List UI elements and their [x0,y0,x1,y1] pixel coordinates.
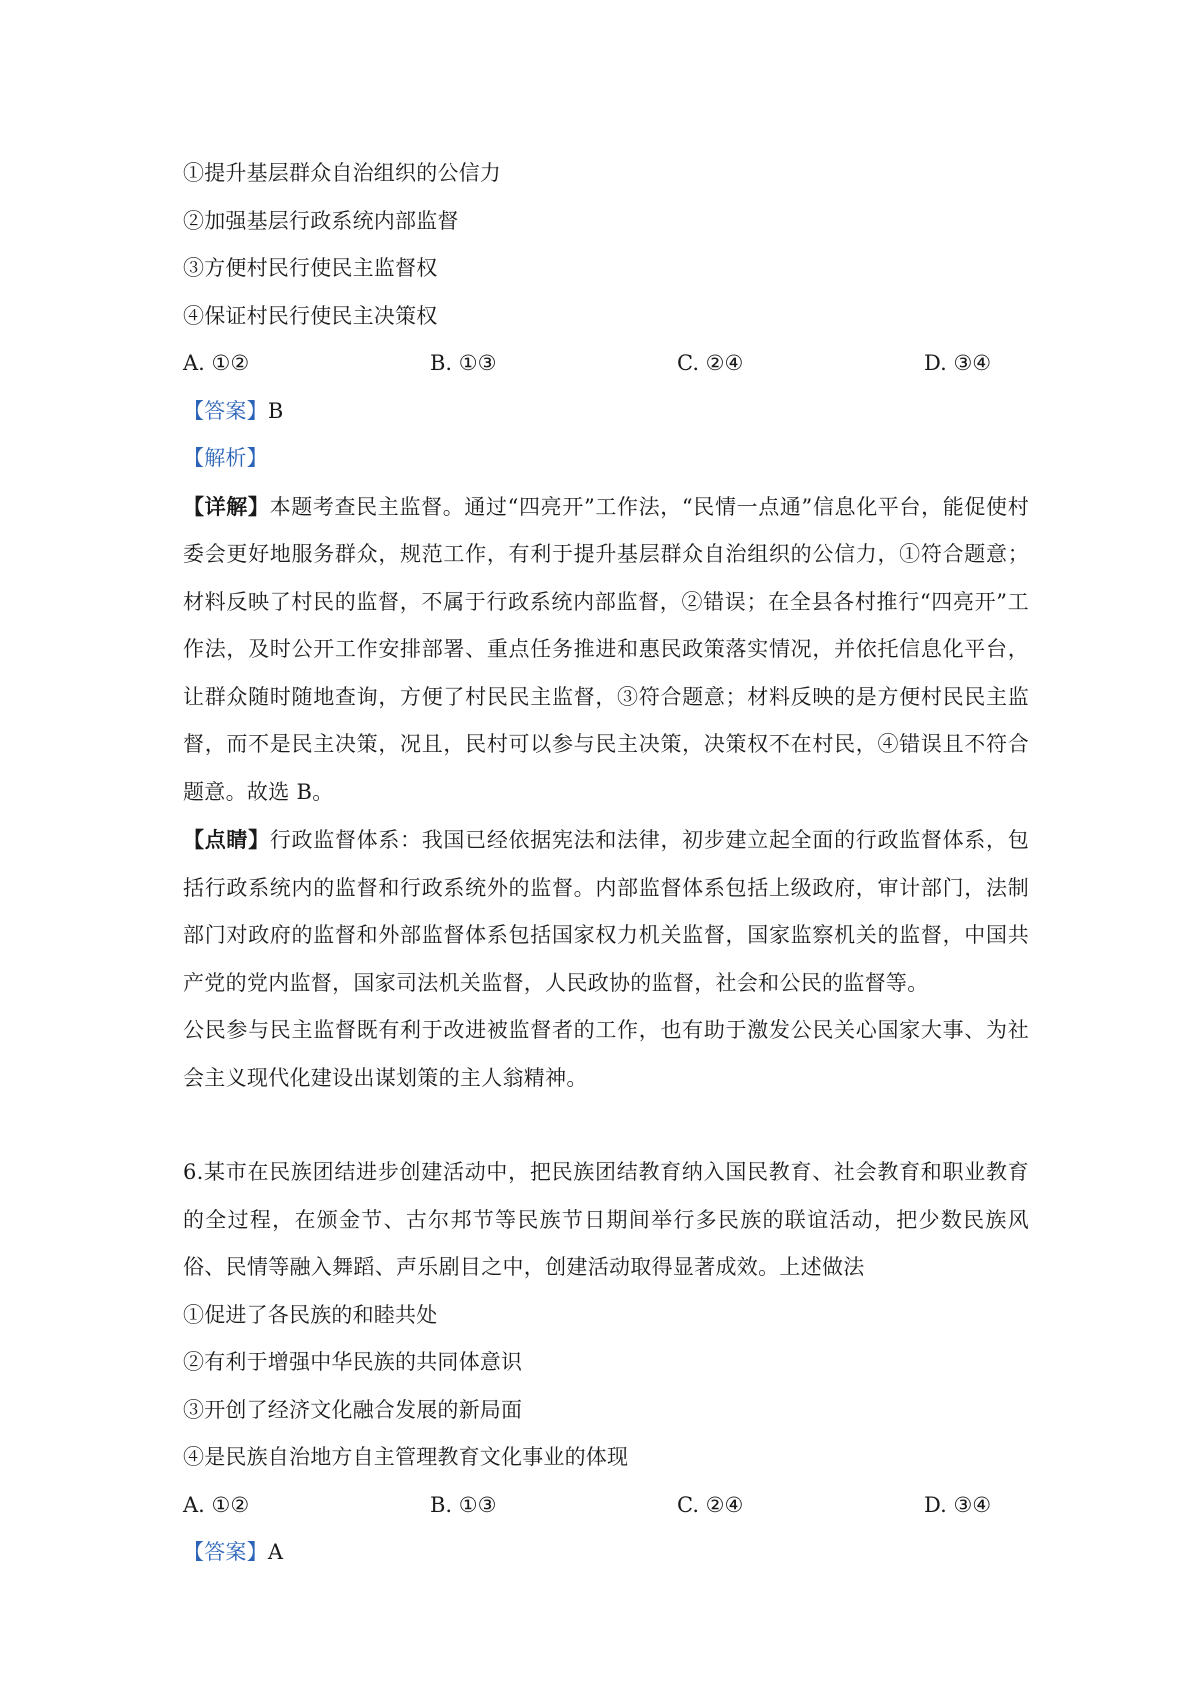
answer-tag: 【答案】 [183,1540,268,1564]
q5-detail [183,483,1029,817]
detail-text: 本题考查民主监督。通过“四亮开”工作法，“民情一点通”信息化平台，能促使村委会更好地服务群众，规范工作，有利于提升基层群众自治组织的公信力，①符合题意；材料反映了村民的监督，不属于行政系统内部监督，②错误；在全县各村推行“四亮开”工作法，及时公开工作安排部署、重点任务推进和惠民政策落实情况，并依托信息化平台，让群众随时随地查询，方便了村民民主监督，③符合题意；材料反映的是方便村民民主监督，而不是民主决策，况且，民村可以参与民主决策，决策权不在村民，④错误且不符合题意。故选 B。 [183,494,1029,804]
q6-choice-b: B. ①③ [430,1492,497,1517]
q5-choices [183,340,1029,388]
answer-value: A [267,1540,284,1564]
q6-option-2: ②有利于增强中华民族的共同体意识 [183,1350,523,1374]
q5-option-2: ②加强基层行政系统内部监督 [183,208,459,233]
q6-answer [183,1529,1029,1577]
answer-tag: 【答案】 [183,398,268,423]
analysis-tag: 【解析】 [183,446,268,470]
tip-text: 行政监督体系：我国已经依据宪法和法律，初步建立起全面的行政监督体系，包括行政系统内的监督和行政系统外的监督。内部监督体系包括上级政府，审计部门，法制部门对政府的监督和外部监督体系包括国家权力机关监督，国家监察机关的监督，中国共产党的党内监督，国家司法机关监督，人民政协的监督，社会和公民的监督等。 [183,828,1029,995]
q5-choice-d: D. ③④ [924,351,992,375]
q5-choice-c: C. ②④ [677,351,744,375]
q6-stem-text: 6.某市在民族团结进步创建活动中，把民族团结教育纳入国民教育、社会教育和职业教育的全过程，在颁金节、古尔邦节等民族节日期间举行多民族的联谊活动，把少数民族风俗、民情等融入舞蹈、声乐剧目之中，创建活动取得显著成效。上述做法 [183,1160,1029,1279]
q5-choice-b: B. ①③ [430,351,497,375]
question-gap [183,1102,1029,1149]
q6-stem [183,1149,1029,1292]
q6-option-1: ①促进了各民族的和睦共处 [183,1302,438,1327]
q5-choice-a: A. ①② [183,351,250,375]
answer-value: B [267,398,284,423]
q6-option-3: ③开创了经济文化融合发展的新局面 [183,1397,523,1422]
detail-tag: 【详解】 [183,493,270,519]
q6-option-4: ④是民族自治地方自主管理教育文化事业的体现 [183,1445,629,1469]
q5-tip [183,816,1029,1007]
q5-extra [183,1007,1029,1102]
document-page [183,150,1029,1577]
q6-choice-c: C. ②④ [677,1492,744,1517]
q5-option-4: ④保证村民行使民主决策权 [183,303,438,328]
q6-choice-a: A. ①② [183,1492,250,1517]
q6-choice-d: D. ③④ [924,1492,992,1517]
q5-option-1: ①提升基层群众自治组织的公信力 [183,161,501,185]
q5-option-3: ③方便村民行使民主监督权 [183,256,438,280]
tip-tag: 【点睛】 [183,827,270,852]
q5-answer [183,388,1029,436]
extra-text: 公民参与民主监督既有利于改进被监督者的工作，也有助于激发公民关心国家大事、为社会主义现代化建设出谋划策的主人翁精神。 [183,1018,1029,1090]
q5-analysis-heading [183,435,1029,483]
q6-choices [183,1482,1029,1530]
